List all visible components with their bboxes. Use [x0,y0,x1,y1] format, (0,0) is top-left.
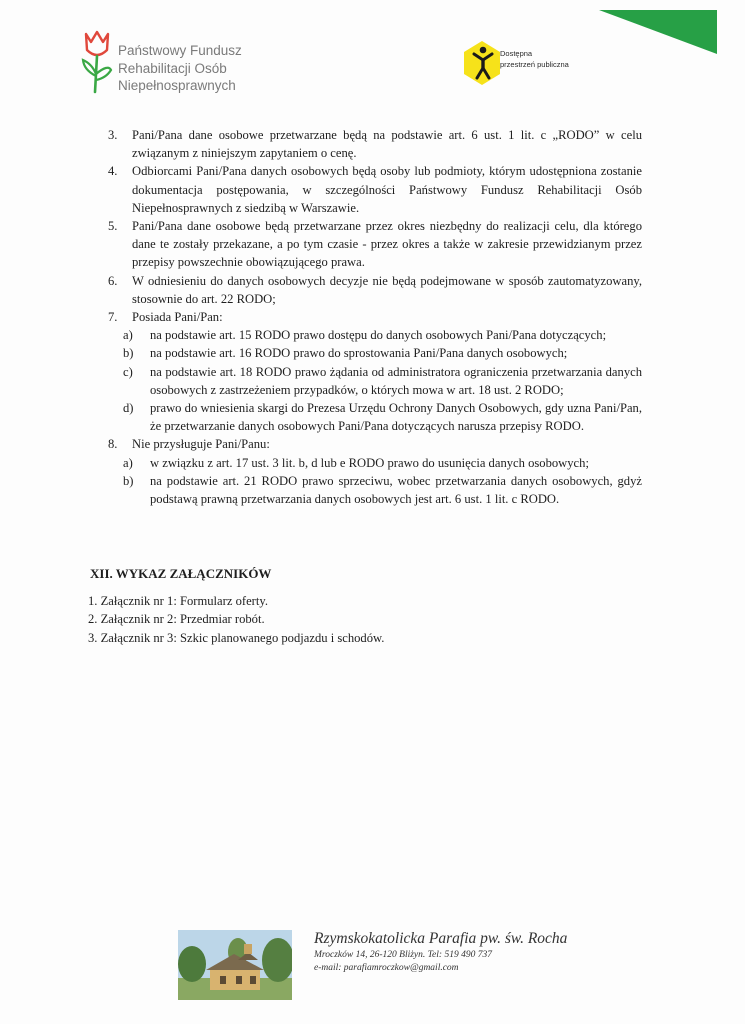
attachment-item: 3. Załącznik nr 3: Szkic planowanego podjazdu i schodów. [88,630,385,645]
list-item [80,162,642,217]
item-text: Pani/Pana dane osobowe będą przetwarzane przez okres niezbędny do realizacji celu, dla którego dane te zostały przekazane, a po tym czasie - przez okres a także w zakresie przewidzianym przez przepisy powszechnie obowiązującego prawa. [132,219,642,270]
item-text: Pani/Pana dane osobowe przetwarzane będą na podstawie art. 6 ust. 1 lit. c „RODO” w celu związanym z niniejszym zapytaniem o cenę. [132,128,642,161]
list-item [80,217,642,272]
item-text: Posiada Pani/Pan: [132,310,223,325]
gdpr-clause-list [80,126,642,508]
sub-item-letter: a) [123,455,133,470]
item-text: W odniesieniu do danych osobowych decyzje nie będą podejmowane w sposób zautomatyzowany, stosownie do art. 22 RODO; [132,273,642,306]
pfron-logo [80,30,270,100]
sub-item-letter: b) [123,346,134,361]
parish-address: Mroczków 14, 26-120 Bliżyn. Tel: 519 490 737 [314,950,492,960]
item-number: 8. [108,437,118,452]
sub-item-text: na podstawie art. 21 RODO prawo sprzeciwu, wobec przetwarzania danych osobowych, gdyż podstawą prawną przetwarzania danych osobowych jest art. 6 ust. 1 lit. c RODO. [150,473,642,507]
section-title: XII. WYKAZ ZAŁĄCZNIKÓW [90,566,272,581]
sub-item-text: na podstawie art. 16 RODO prawo do sprostowania Pani/Pana danych osobowych; [150,346,568,361]
sub-list-item [80,399,642,435]
item-text: Odbiorcami Pani/Pana danych osobowych będą osoby lub podmioty, którym udostępniona zostanie dokumentacja postępowania, w szczególności Państwowy Fundusz Rehabilitacji Osób Niepełnosprawnych z siedzibą w Warszawie. [132,164,642,215]
green-corner-triangle [599,10,717,54]
item-number: 7. [108,310,118,325]
item-number: 3. [108,128,118,142]
item-text: Nie przysługuje Pani/Panu: [132,437,270,452]
list-item [80,272,642,308]
sub-list-item [80,344,642,362]
sub-list-item [80,472,642,508]
item-number: 6. [108,273,118,288]
parish-footer [314,929,567,975]
church-photo [178,930,292,1000]
dp-line-1: Dostępna [500,49,533,58]
pfron-line-2: Rehabilitacji Osób [118,60,227,76]
pfron-line-3: Niepełnosprawnych [118,78,236,93]
attachment-item: 2. Załącznik nr 2: Przedmiar robót. [88,612,265,627]
accessible-space-logo [462,40,592,90]
tulip-icon [80,30,114,94]
parish-email: e-mail: parafiamroczkow@gmail.com [314,963,459,973]
sub-item-text: w związku z art. 17 ust. 3 lit. b, d lub e RODO prawo do usunięcia danych osobowych; [150,455,589,470]
pfron-name [118,42,242,95]
parish-name: Rzymskokatolicka Parafia pw. św. Rocha [314,930,568,947]
list-item [80,126,642,162]
sub-item-letter: d) [123,401,134,416]
attachment-item: 1. Załącznik nr 1: Formularz oferty. [88,594,268,608]
sub-item-text: na podstawie art. 15 RODO prawo dostępu do danych osobowych Pani/Pana dotyczących; [150,328,607,343]
sub-item-letter: a) [123,328,133,343]
sub-list-item [80,363,642,399]
list-item [80,308,642,435]
attachments-list [88,592,384,647]
sub-list-item [80,326,642,344]
item-number: 5. [108,219,118,234]
sub-item-letter: c) [123,364,133,379]
accessibility-person-icon [462,40,502,86]
accessible-space-text [500,48,569,70]
sub-item-letter: b) [123,473,134,488]
sub-item-text: na podstawie art. 18 RODO prawo żądania od administratora ograniczenia przetwarzania danych osobowych z zastrzeżeniem przypadków, o których mowa w art. 18 ust. 2 RODO; [150,364,642,397]
list-item [80,435,642,508]
item-number: 4. [108,164,118,179]
dp-line-2: przestrzeń publiczna [500,60,569,69]
pfron-line-1: Państwowy Fundusz [118,43,242,58]
sub-item-text: prawo do wniesienia skargi do Prezesa Urzędu Ochrony Danych Osobowych, gdy uzna Pani/Pan, że przetwarzanie danych osobowych Pani/Pana dotyczących narusza przepisy RODO. [150,401,642,434]
sub-list-item [80,454,642,472]
